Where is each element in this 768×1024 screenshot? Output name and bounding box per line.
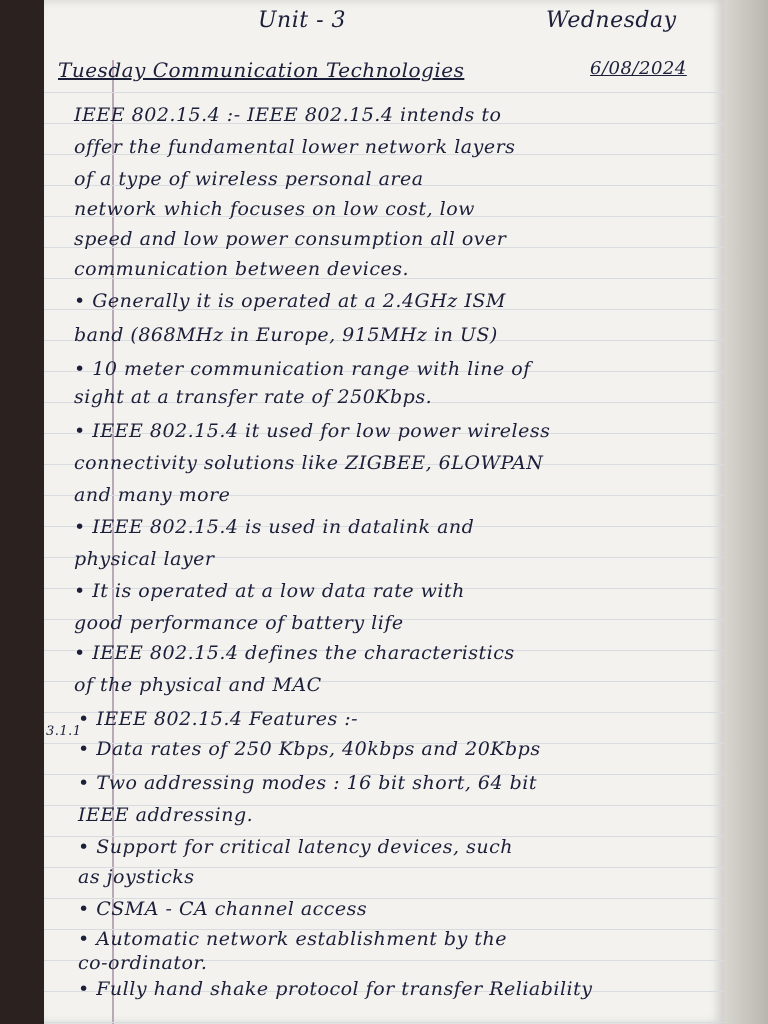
note-line: offer the fundamental lower network layers <box>74 136 516 158</box>
note-line: IEEE addressing. <box>78 804 254 826</box>
note-line: good performance of battery life <box>74 612 404 634</box>
note-line: • Automatic network establishment by the <box>78 928 507 950</box>
day-label: Wednesday <box>546 8 677 33</box>
date-label: 6/08/2024 <box>590 58 687 79</box>
note-line: • Generally it is operated at a 2.4GHz ISM <box>74 290 506 312</box>
note-line: • 10 meter communication range with line of <box>74 358 531 380</box>
note-line: • Fully hand shake protocol for transfer Reliability <box>78 978 593 1000</box>
ruled-line <box>44 1022 724 1023</box>
note-line: • IEEE 802.15.4 Features :- <box>78 708 359 730</box>
note-line: • CSMA - CA channel access <box>78 898 368 920</box>
note-line: • Two addressing modes : 16 bit short, 64 bit <box>78 772 538 794</box>
ruled-line <box>44 92 724 93</box>
note-line: of a type of wireless personal area <box>74 168 424 190</box>
note-line: • It is operated at a low data rate with <box>74 580 465 602</box>
unit-heading: Unit - 3 <box>258 8 347 33</box>
page-title: Tuesday Communication Technologies <box>58 58 465 82</box>
note-line: • IEEE 802.15.4 defines the characteristics <box>74 642 515 664</box>
note-line: network which focuses on low cost, low <box>74 198 475 220</box>
note-line: IEEE 802.15.4 :- IEEE 802.15.4 intends to <box>74 104 502 126</box>
page-edge <box>724 0 768 1024</box>
section-number: 3.1.1 <box>46 724 82 739</box>
note-line: physical layer <box>74 548 215 570</box>
note-line: sight at a transfer rate of 250Kbps. <box>74 386 433 408</box>
note-line: • IEEE 802.15.4 is used in datalink and <box>74 516 475 538</box>
note-line: band (868MHz in Europe, 915MHz in US) <box>74 324 498 346</box>
note-line: • IEEE 802.15.4 it used for low power wireless <box>74 420 551 442</box>
note-line: connectivity solutions like ZIGBEE, 6LOWPAN <box>74 452 544 474</box>
note-line: • Support for critical latency devices, such <box>78 836 513 858</box>
note-line: co-ordinator. <box>78 952 208 974</box>
note-line: as joysticks <box>78 866 195 888</box>
note-line: of the physical and MAC <box>74 674 322 696</box>
note-line: speed and low power consumption all over <box>74 228 507 250</box>
note-line: communication between devices. <box>74 258 410 280</box>
note-line: and many more <box>74 484 231 506</box>
note-line: • Data rates of 250 Kbps, 40kbps and 20Kbps <box>78 738 541 760</box>
